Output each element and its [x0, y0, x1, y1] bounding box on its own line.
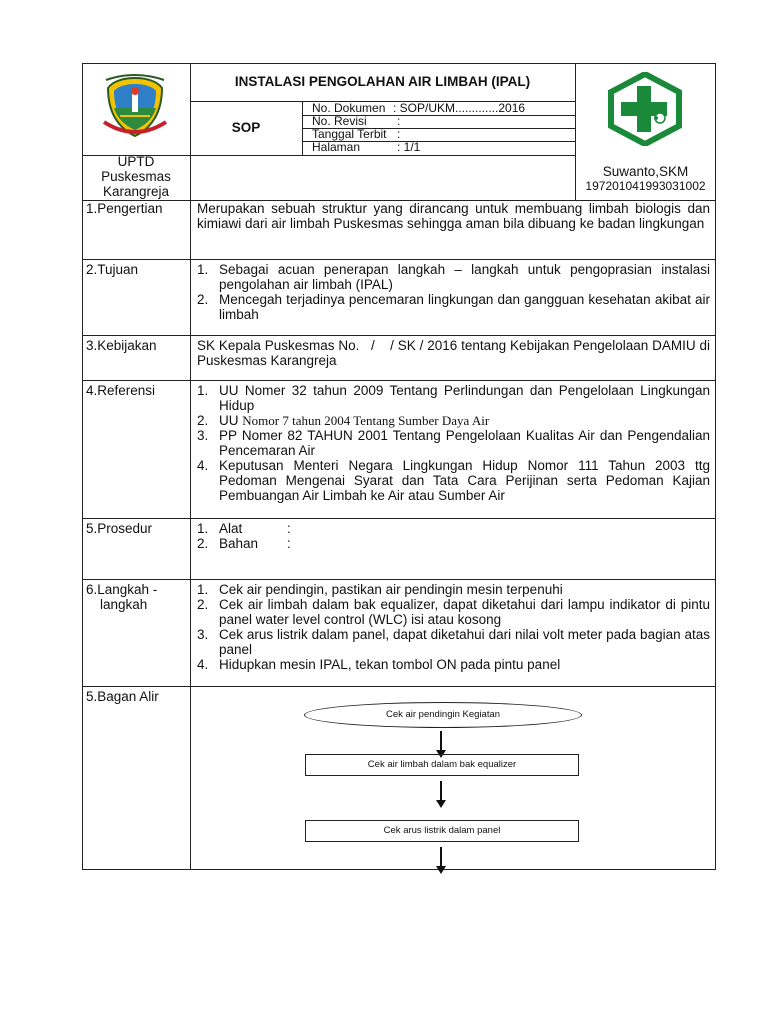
tujuan-list [197, 262, 710, 322]
regency-emblem-logo [100, 72, 170, 142]
list-item [197, 428, 710, 458]
list-item-text: Nomor 7 tahun 2004 Tentang Sumber Daya Air [242, 413, 490, 428]
row-divider [82, 518, 716, 519]
list-number: 3. [197, 627, 209, 642]
row-divider [82, 686, 716, 687]
flow-step-box: Cek air limbah dalam bak equalizer [305, 754, 579, 776]
referensi-list [197, 383, 710, 503]
row-divider [82, 259, 716, 260]
section-label-prosedur: 5.Prosedur [86, 521, 153, 536]
list-item-text: Sebagai acuan penerapan langkah – langkah untuk pengoprasian instalasi pengolahan air limbah (IPAL) [219, 262, 710, 292]
org-line-puskesmas: Puskesmas [101, 169, 171, 184]
meta-value-tanggal-terbit: : [397, 127, 401, 141]
row-divider [82, 579, 716, 580]
section-label-bagan-alir: 5.Bagan Alir [86, 689, 159, 704]
signer-nip: 197201041993031002 [585, 179, 706, 193]
flow-arrow [440, 781, 442, 801]
section-label-kebijakan: 3.Kebijakan [86, 338, 157, 353]
prosedur-item-alat: Alat [219, 521, 243, 536]
list-item [197, 597, 710, 627]
puskesmas-logo [605, 72, 685, 146]
org-line-karangreja: Karangreja [102, 184, 170, 199]
list-number: 3. [197, 428, 209, 443]
list-item [197, 413, 710, 428]
list-number: 1. [197, 262, 209, 277]
label-column-divider [190, 63, 191, 870]
list-number: 4. [197, 657, 209, 672]
meta-label-no-dokumen: No. Dokumen [312, 101, 386, 115]
section-label-langkah: 6.Langkah - [86, 582, 158, 597]
prosedur-item-bahan: Bahan [219, 536, 259, 551]
langkah-list [197, 582, 710, 672]
list-number: 1. [197, 582, 209, 597]
list-number: 2. [197, 597, 209, 612]
signer-name: Suwanto,SKM [602, 164, 689, 179]
org-line-uptd: UPTD [117, 154, 155, 169]
section-label-pengertian: 1.Pengertian [86, 201, 163, 216]
list-item-text: PP Nomer 82 TAHUN 2001 Tentang Pengelolaan Kualitas Air dan Pengendalian Pencemaran Air [219, 428, 710, 458]
row-divider [82, 380, 716, 381]
list-item [197, 383, 710, 413]
prosedur-item-colon: : [287, 521, 291, 536]
list-item-text: Cek arus listrik dalam panel, dapat diketahui dari nilai volt meter pada bagian atas panel [219, 627, 710, 657]
list-item [197, 582, 710, 597]
list-number: 2. [197, 413, 209, 428]
list-item [197, 657, 710, 672]
section-label-tujuan: 2.Tujuan [86, 262, 139, 277]
list-item [197, 627, 710, 657]
list-item-text: Mencegah terjadinya pencemaran lingkungan dan gangguan kesehatan akibat air limbah [219, 292, 710, 322]
list-number: 1. [197, 383, 209, 398]
flow-arrow [440, 731, 442, 751]
list-item [197, 292, 710, 322]
row-divider [82, 335, 716, 336]
list-item-text: Hidupkan mesin IPAL, tekan tombol ON pada pintu panel [219, 657, 561, 672]
meta-value-halaman: : 1/1 [397, 140, 421, 154]
list-number: 2. [197, 292, 209, 307]
organization-name [82, 154, 190, 199]
prosedur-item-colon: : [287, 536, 291, 551]
section-label-langkah-line2: langkah [100, 597, 148, 612]
list-item-text: UU [219, 413, 239, 428]
meta-label-no-revisi: No. Revisi [312, 114, 367, 128]
document-title: INSTALASI PENGOLAHAN AIR LIMBAH (IPAL) [234, 74, 531, 89]
flow-step-box: Cek arus listrik dalam panel [305, 820, 579, 842]
list-number: 1. [197, 521, 209, 536]
flow-start-oval: Cek air pendingin Kegiatan [304, 702, 582, 728]
meta-value-no-revisi: : [397, 114, 401, 128]
list-item [197, 458, 710, 503]
list-item-text: UU Nomer 32 tahun 2009 Tentang Perlindungan dan Pengelolaan Lingkungan Hidup [219, 383, 710, 413]
list-item-text: Cek air pendingin, pastikan air pendingin mesin terpenuhi [219, 582, 563, 597]
list-number: 2. [197, 536, 209, 551]
sop-label: SOP [231, 120, 261, 135]
list-item-text: Keputusan Menteri Negara Lingkungan Hidup Nomor 111 Tahun 2003 ttg Pedoman Mengenai Syarat dan Tata Cara Perijinan serta Pedoman Kajian Pembuangan Air Limbah ke Air atau Sumber Air [219, 458, 710, 503]
meta-label-halaman: Halaman [312, 140, 361, 154]
section-text-pengertian: Merupakan sebuah struktur yang dirancang untuk membuang limbah biologis dan kimiawi dari air limbah Puskesmas sehingga aman bila dibuang ke badan lingkungan [197, 201, 710, 231]
list-number: 4. [197, 458, 209, 473]
list-item-text: Cek air limbah dalam bak equalizer, dapat diketahui dari lampu indikator di pintu panel water level control (WLC) isi atau kosong [219, 597, 710, 627]
meta-label-tanggal-terbit: Tanggal Terbit [312, 127, 387, 141]
section-text-kebijakan: SK Kepala Puskesmas No. / / SK / 2016 tentang Kebijakan Pengelolaan DAMIU di Puskesmas Karangreja [197, 338, 714, 368]
meta-value-no-dokumen: : SOP/UKM.............2016 [393, 101, 526, 115]
list-item [197, 262, 710, 292]
flow-arrow [440, 847, 442, 867]
section-label-referensi: 4.Referensi [86, 383, 156, 398]
